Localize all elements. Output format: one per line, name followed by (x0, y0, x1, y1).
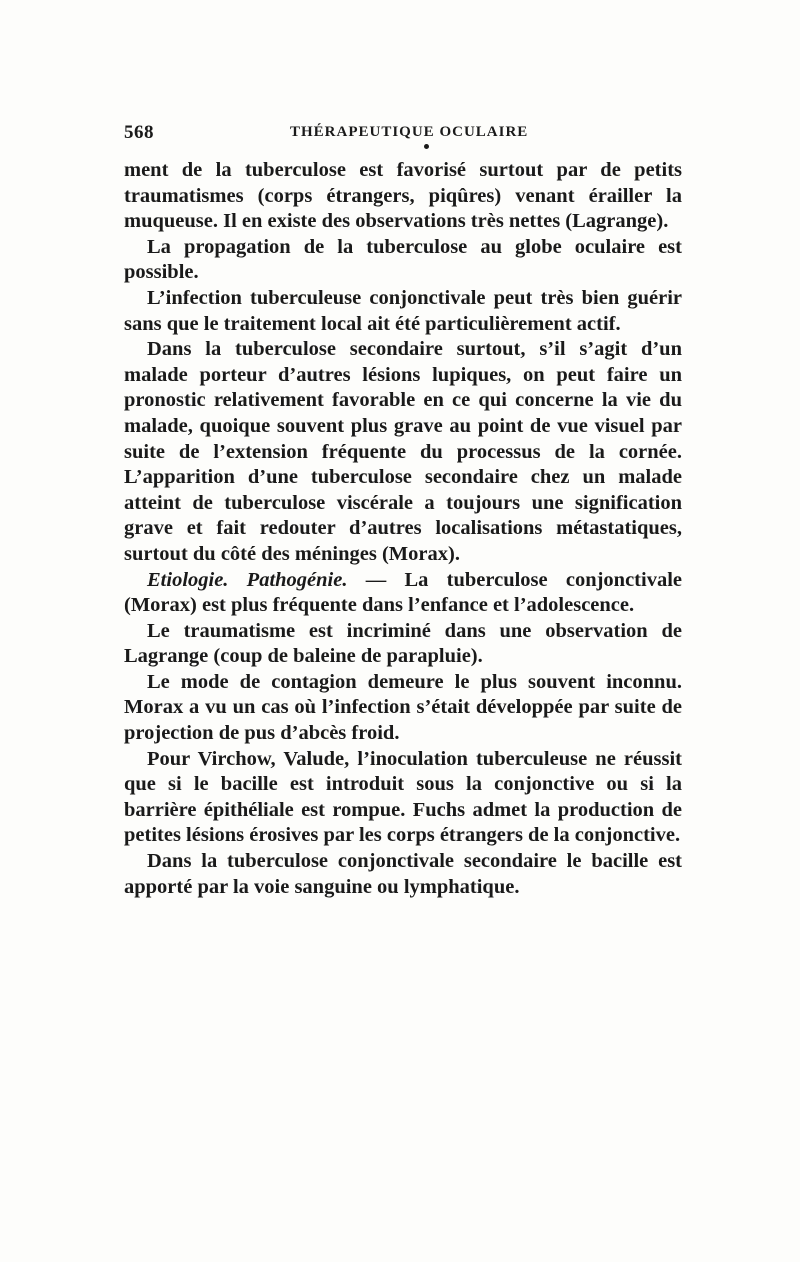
body-text (124, 158, 682, 900)
paragraph-5 (124, 568, 682, 619)
paragraph-9: Dans la tuberculose conjonctivale secondaire le bacille est apporté par la voie sanguine ou lymphatique. (124, 850, 682, 898)
running-head (124, 122, 682, 148)
paragraph-8: Pour Virchow, Valude, l’inoculation tuberculeuse ne réussit que si le bacille est introduit sous la conjonctive ou si la barrière épithéliale est rompue. Fuchs admet la production de petites lésions érosives par les corps étrangers de la conjonctive. (124, 747, 682, 847)
paragraph-2: La propagation de la tuberculose au globe oculaire est possible. (124, 235, 682, 284)
running-title: THÉRAPEUTIQUE OCULAIRE (290, 124, 529, 140)
paragraph-7: Le mode de contagion demeure le plus souvent inconnu. Morax a vu un cas où l’infection s’était développée par suite de projection de pus d’abcès froid. (124, 670, 682, 745)
page-number: 568 (124, 122, 154, 143)
ink-dot (424, 144, 429, 149)
paragraph-6: Le traumatisme est incriminé dans une observation de Lagrange (coup de baleine de parapluie). (124, 619, 682, 668)
paragraph-5-text: — La tuberculose conjonctivale (Morax) est plus fréquente dans l’enfance et l’adolescence. (124, 568, 683, 617)
paragraph-1: ment de la tuberculose est favorisé surtout par de petits traumatismes (corps étrangers, piqûres) venant érailler la muqueuse. Il en existe des observations très nettes (Lagrange). (124, 159, 682, 233)
paragraph-4: Dans la tuberculose secondaire surtout, s’il s’agit d’un malade porteur d’autres lésions lupiques, on peut faire un pronostic relativement favorable en ce qui concerne la vie du malade, quoique souvent plus grave au point de vue visuel par suite de l’extension fréquente du processus de la cornée. L’apparition d’une tuberculose secondaire chez un malade atteint de tuberculose viscérale a toujours une signification grave et fait redouter d’autres localisations métastatiques, surtout du côté des méninges (Morax). (124, 338, 682, 565)
paragraph-3: L’infection tuberculeuse conjonctivale peut très bien guérir sans que le traitement local ait été particulièrement actif. (124, 286, 682, 335)
section-heading-etiologie: Etiologie. Pathogénie. (147, 568, 348, 591)
